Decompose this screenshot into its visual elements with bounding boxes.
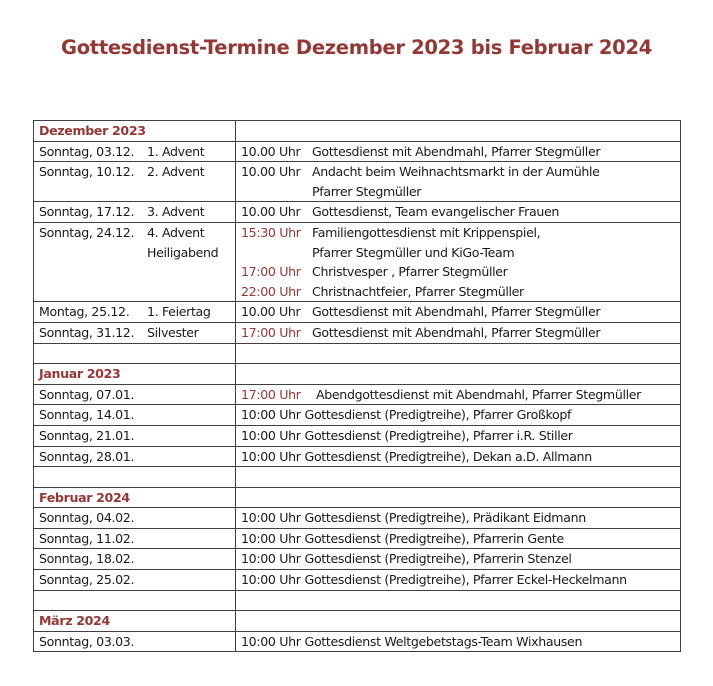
event-description: Pfarrer Stegmüller und KiGo-Team bbox=[312, 244, 515, 260]
event-cell bbox=[236, 570, 681, 591]
event-cell bbox=[236, 405, 681, 426]
table-row bbox=[34, 405, 681, 426]
event-time: 15:30 Uhr bbox=[241, 224, 301, 240]
day-date: Sonntag, 25.02. bbox=[39, 572, 135, 588]
event-cell bbox=[236, 425, 681, 446]
event-description: Christnachtfeier, Pfarrer Stegmüller bbox=[312, 283, 524, 299]
event-cell bbox=[236, 549, 681, 570]
event-cell bbox=[236, 302, 681, 323]
event-time bbox=[241, 182, 312, 202]
event-line bbox=[241, 243, 680, 263]
date-cell bbox=[34, 222, 236, 301]
date-line bbox=[39, 302, 235, 322]
spacer-cell bbox=[34, 590, 236, 611]
month-header-row bbox=[34, 121, 681, 142]
event-cell bbox=[236, 322, 681, 343]
spacer-row bbox=[34, 343, 681, 364]
occasion: 1. Feiertag bbox=[147, 304, 211, 320]
spacer-cell bbox=[236, 467, 681, 488]
date-line bbox=[39, 142, 235, 162]
table-row bbox=[34, 302, 681, 323]
month-header-empty-cell bbox=[236, 364, 681, 385]
day-date: Sonntag, 11.02. bbox=[39, 530, 135, 546]
table-row bbox=[34, 141, 681, 162]
event-description: Familiengottesdienst mit Krippenspiel, bbox=[312, 224, 541, 240]
event-description: Andacht beim Weihnachtsmarkt in der Aumühle bbox=[312, 164, 600, 180]
event-time bbox=[241, 243, 312, 263]
occasion-secondary: Heiligabend bbox=[147, 244, 219, 260]
event-description: Abendgottesdienst mit Abendmahl, Pfarrer Stegmüller bbox=[316, 386, 641, 402]
month-header-cell bbox=[34, 364, 236, 385]
table-row bbox=[34, 425, 681, 446]
event-time: 17:00 Uhr bbox=[241, 324, 301, 340]
date-line bbox=[39, 223, 235, 243]
day-date: Sonntag, 04.02. bbox=[39, 510, 135, 526]
month-header-row bbox=[34, 487, 681, 508]
day-date: Sonntag, 21.01. bbox=[39, 427, 135, 443]
table-row bbox=[34, 549, 681, 570]
event-description: Gottesdienst mit Abendmahl, Pfarrer Stegmüller bbox=[312, 324, 601, 340]
event-line bbox=[241, 302, 680, 322]
event-description: Gottesdienst (Predigtreihe), Dekan a.D. Allmann bbox=[304, 448, 592, 464]
table-row bbox=[34, 631, 681, 652]
event-line bbox=[241, 162, 680, 182]
month-header-cell bbox=[34, 611, 236, 632]
event-line bbox=[241, 282, 680, 302]
month-header-empty-cell bbox=[236, 121, 681, 142]
spacer-cell bbox=[236, 343, 681, 364]
event-line bbox=[241, 182, 680, 202]
event-time: 10:00 Uhr bbox=[241, 427, 301, 443]
occasion: 4. Advent bbox=[147, 224, 205, 240]
event-line bbox=[241, 262, 680, 282]
event-line bbox=[241, 632, 680, 652]
occasion: 2. Advent bbox=[147, 164, 205, 180]
event-cell bbox=[236, 222, 681, 301]
date-cell bbox=[34, 302, 236, 323]
month-header: Dezember 2023 bbox=[39, 123, 146, 138]
date-line bbox=[39, 508, 235, 528]
event-cell bbox=[236, 141, 681, 162]
event-time: 10.00 Uhr bbox=[241, 204, 301, 220]
day-date: Sonntag, 18.02. bbox=[39, 551, 135, 567]
occasion: 3. Advent bbox=[147, 204, 205, 220]
event-line bbox=[241, 142, 680, 162]
day-date: Sonntag, 07.01. bbox=[39, 386, 135, 402]
month-header: März 2024 bbox=[39, 613, 110, 629]
spacer-cell bbox=[236, 590, 681, 611]
event-line bbox=[241, 202, 680, 222]
event-cell bbox=[236, 202, 681, 223]
event-description: Gottesdienst Weltgebetstags-Team Wixhausen bbox=[304, 633, 583, 649]
event-description: Gottesdienst (Predigtreihe), Pfarrerin Stenzel bbox=[304, 551, 572, 567]
table-row bbox=[34, 202, 681, 223]
date-cell bbox=[34, 631, 236, 652]
event-cell bbox=[236, 446, 681, 467]
table-row bbox=[34, 446, 681, 467]
event-description: Gottesdienst (Predigtreihe), Pfarrer i.R. Stiller bbox=[304, 427, 573, 443]
event-description: Gottesdienst mit Abendmahl, Pfarrer Stegmüller bbox=[312, 304, 601, 320]
day-date: Sonntag, 24.12. bbox=[39, 224, 135, 240]
event-cell bbox=[236, 631, 681, 652]
event-line bbox=[241, 447, 680, 467]
occasion: Silvester bbox=[147, 324, 199, 340]
month-header: Februar 2024 bbox=[39, 489, 130, 505]
date-line bbox=[39, 202, 235, 222]
table-row bbox=[34, 162, 681, 202]
schedule-table bbox=[33, 120, 681, 652]
month-header: Januar 2023 bbox=[39, 366, 121, 382]
event-line bbox=[241, 405, 680, 425]
event-time: 10.00 Uhr bbox=[241, 164, 301, 180]
event-time: 10:00 Uhr bbox=[241, 448, 301, 464]
date-cell bbox=[34, 528, 236, 549]
date-line bbox=[39, 529, 235, 549]
event-cell bbox=[236, 508, 681, 529]
day-date: Montag, 25.12. bbox=[39, 304, 130, 320]
day-date: Sonntag, 10.12. bbox=[39, 164, 135, 180]
date-cell bbox=[34, 384, 236, 405]
event-cell bbox=[236, 384, 681, 405]
event-time: 22:00 Uhr bbox=[241, 283, 301, 299]
event-cell bbox=[236, 162, 681, 202]
event-time: 17:00 Uhr bbox=[241, 386, 301, 402]
month-header-empty-cell bbox=[236, 611, 681, 632]
month-header-row bbox=[34, 364, 681, 385]
event-time: 10:00 Uhr bbox=[241, 407, 301, 423]
date-line bbox=[39, 570, 235, 590]
date-cell bbox=[34, 162, 236, 202]
event-description: Gottesdienst mit Abendmahl, Pfarrer Stegmüller bbox=[312, 143, 601, 159]
date-cell bbox=[34, 202, 236, 223]
date-cell bbox=[34, 508, 236, 529]
date-line bbox=[39, 632, 235, 652]
month-header-cell bbox=[34, 487, 236, 508]
event-line bbox=[241, 323, 680, 343]
event-description: Pfarrer Stegmüller bbox=[312, 183, 422, 199]
table-row bbox=[34, 322, 681, 343]
date-cell bbox=[34, 405, 236, 426]
date-cell bbox=[34, 570, 236, 591]
spacer-row bbox=[34, 590, 681, 611]
event-description: Gottesdienst (Predigtreihe), Pfarrerin Gente bbox=[304, 530, 564, 546]
event-description: Gottesdienst, Team evangelischer Frauen bbox=[312, 204, 559, 220]
date-cell bbox=[34, 549, 236, 570]
event-time: 17:00 Uhr bbox=[241, 264, 301, 280]
date-cell bbox=[34, 446, 236, 467]
date-line bbox=[39, 385, 235, 405]
event-time: 10:00 Uhr bbox=[241, 633, 301, 649]
event-time: 10:00 Uhr bbox=[241, 572, 301, 588]
date-line bbox=[39, 447, 235, 467]
table-row bbox=[34, 222, 681, 301]
day-date: Sonntag, 31.12. bbox=[39, 324, 135, 340]
event-description: Gottesdienst (Predigtreihe), Prädikant Eidmann bbox=[304, 510, 586, 526]
event-line bbox=[241, 570, 680, 590]
event-description: Gottesdienst (Predigtreihe), Pfarrer Eckel-Heckelmann bbox=[304, 572, 627, 588]
spacer-row bbox=[34, 467, 681, 488]
event-line bbox=[241, 426, 680, 446]
event-description: Gottesdienst (Predigtreihe), Pfarrer Großkopf bbox=[304, 407, 572, 423]
date-cell bbox=[34, 322, 236, 343]
day-date: Sonntag, 28.01. bbox=[39, 448, 135, 464]
event-line bbox=[241, 385, 680, 405]
date-line bbox=[39, 549, 235, 569]
occasion: 1. Advent bbox=[147, 143, 205, 159]
date-line bbox=[39, 405, 235, 425]
month-header-cell bbox=[34, 121, 236, 142]
day-date: Sonntag, 03.12. bbox=[39, 143, 135, 159]
event-line bbox=[241, 508, 680, 528]
month-header-empty-cell bbox=[236, 487, 681, 508]
event-time: 10:00 Uhr bbox=[241, 530, 301, 546]
date-line bbox=[39, 323, 235, 343]
event-description: Christvesper , Pfarrer Stegmüller bbox=[312, 264, 508, 280]
date-line bbox=[39, 426, 235, 446]
table-row bbox=[34, 384, 681, 405]
table-row bbox=[34, 528, 681, 549]
spacer-cell bbox=[34, 467, 236, 488]
event-time: 10.00 Uhr bbox=[241, 304, 301, 320]
spacer-cell bbox=[34, 343, 236, 364]
event-cell bbox=[236, 528, 681, 549]
event-time: 10:00 Uhr bbox=[241, 551, 301, 567]
event-time: 10:00 Uhr bbox=[241, 510, 301, 526]
month-header-row bbox=[34, 611, 681, 632]
date-cell bbox=[34, 425, 236, 446]
date-line bbox=[39, 162, 235, 182]
page-title: Gottesdienst-Termine Dezember 2023 bis Februar 2024 bbox=[61, 36, 652, 59]
table-row bbox=[34, 570, 681, 591]
date-cell bbox=[34, 141, 236, 162]
day-date: Sonntag, 14.01. bbox=[39, 407, 135, 423]
event-line bbox=[241, 223, 680, 243]
day-date: Sonntag, 03.03. bbox=[39, 633, 135, 649]
event-line bbox=[241, 529, 680, 549]
event-line bbox=[241, 549, 680, 569]
event-time: 10.00 Uhr bbox=[241, 143, 301, 159]
table-row bbox=[34, 508, 681, 529]
day-date: Sonntag, 17.12. bbox=[39, 204, 135, 220]
